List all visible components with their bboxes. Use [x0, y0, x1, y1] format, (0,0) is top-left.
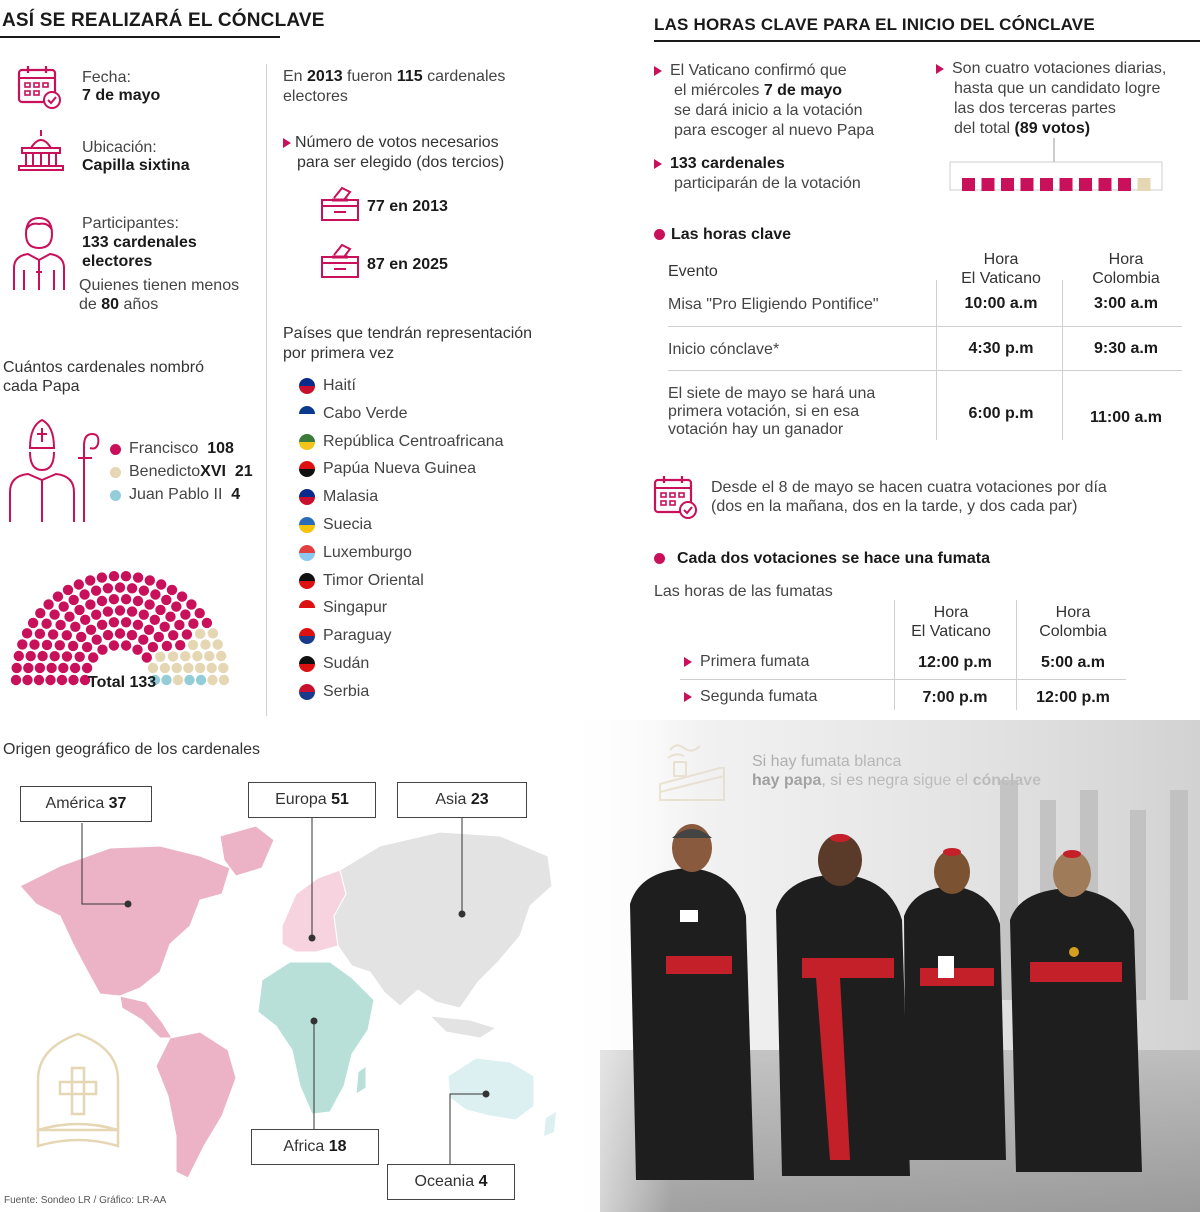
legend-dot-juan-pablo — [110, 490, 121, 501]
seat-dot — [200, 639, 210, 649]
country-name: Sudán — [323, 655, 370, 672]
bullet-triangle-icon — [283, 138, 291, 148]
row-3-evento: El siete de mayo se hará una primera votación, si en esa votación hay un ganador — [668, 385, 876, 438]
right-title-rule — [654, 40, 1200, 42]
seat-dot — [121, 571, 131, 581]
flag-icon — [299, 656, 315, 672]
seat-dot — [22, 628, 32, 638]
countries-title-2: por primera vez — [283, 345, 395, 362]
vote-square — [1138, 178, 1151, 191]
seat-dot — [55, 620, 65, 630]
votes-line-1: Número de votos necesarios — [283, 133, 499, 153]
row-1-vaticano: 10:00 a.m — [964, 295, 1038, 312]
seat-dot — [82, 663, 92, 673]
country-name: Timor Oriental — [323, 571, 424, 589]
seat-dot — [57, 675, 67, 685]
country-item — [299, 542, 412, 564]
seat-dot — [91, 610, 101, 620]
seat-dot — [144, 599, 154, 609]
seat-dot — [23, 663, 33, 673]
seat-dot — [148, 663, 158, 673]
votes-2013: 77 en 2013 — [367, 198, 448, 215]
seat-dot — [103, 606, 113, 616]
row-2-colombia: 9:30 a.m — [1093, 340, 1159, 357]
seat-dot — [156, 579, 166, 589]
vote-square — [1060, 178, 1073, 191]
seat-dot — [55, 640, 65, 650]
seat-dot — [45, 675, 55, 685]
seat-dot — [162, 641, 172, 651]
votes-line-2: para ser elegido (dos tercios) — [297, 154, 505, 171]
seat-dot — [79, 589, 89, 599]
bullet-triangle-icon — [684, 657, 692, 667]
fecha-label: Fecha: — [82, 69, 131, 86]
intro-line-2: electores — [283, 88, 348, 105]
row-divider — [668, 370, 1182, 371]
seat-dot — [12, 663, 22, 673]
seat-dot — [109, 640, 119, 650]
flag-icon — [299, 461, 315, 477]
fumata-1-name: Primera fumata — [684, 652, 809, 672]
seat-dot — [91, 586, 101, 596]
bullet-dot-icon — [654, 553, 665, 564]
seat-dot — [58, 663, 68, 673]
seat-dot — [195, 663, 205, 673]
seat-dot — [74, 579, 84, 589]
seat-dot — [155, 605, 165, 615]
vote-square — [982, 178, 995, 191]
fumata-title: Cada dos votaciones se hace una fumata — [654, 550, 990, 568]
seat-dot — [160, 663, 170, 673]
pope-icon — [6, 418, 102, 524]
flag-icon — [299, 489, 315, 505]
seat-dot — [177, 591, 187, 601]
participantes-value-2: electores — [82, 253, 153, 270]
flag-icon — [299, 573, 315, 589]
seat-dot — [109, 617, 119, 627]
hemicycle-chart — [8, 540, 248, 690]
seat-dot — [173, 675, 183, 685]
calendar-icon — [652, 474, 698, 520]
bullet-dot-icon — [654, 229, 665, 240]
seat-dot — [49, 609, 59, 619]
source-note: Fuente: Sondeo LR / Gráfico: LR-AA — [4, 1195, 167, 1206]
seat-dot — [29, 639, 39, 649]
country-item — [299, 570, 424, 592]
seat-dot — [75, 652, 85, 662]
seat-dot — [121, 640, 131, 650]
seat-dot — [213, 639, 223, 649]
seat-dot — [59, 601, 69, 611]
seat-dot — [103, 583, 113, 593]
seat-dot — [85, 575, 95, 585]
flag-icon — [299, 628, 315, 644]
seat-dot — [167, 585, 177, 595]
seat-dot — [148, 642, 158, 652]
seat-dot — [41, 619, 51, 629]
vote-square — [1001, 178, 1014, 191]
seat-dot — [121, 594, 131, 604]
seat-dot — [63, 585, 73, 595]
column-divider — [266, 64, 267, 716]
country-item — [299, 403, 408, 425]
country-name: Suecia — [323, 516, 372, 533]
seat-dot — [175, 640, 185, 650]
papas-title-2: cada Papa — [3, 378, 80, 395]
seat-dot — [174, 620, 184, 630]
seat-dot — [35, 629, 45, 639]
ubicacion-value: Capilla sixtina — [82, 157, 190, 174]
countries-title-1: Países que tendrán representación — [283, 325, 533, 342]
seat-dot — [172, 663, 182, 673]
seat-dot — [115, 628, 125, 638]
flag-icon — [299, 545, 315, 561]
label-africa: Africa 18 — [251, 1129, 379, 1165]
country-name: Cabo Verde — [323, 404, 408, 422]
col-evento: Evento — [668, 263, 718, 280]
fumata-col-vaticano: Hora El Vaticano — [911, 604, 991, 640]
cardinal-person-icon — [10, 212, 68, 294]
seat-dot — [109, 571, 119, 581]
ballot-box-icon — [320, 243, 360, 279]
seat-dot — [161, 595, 171, 605]
seat-dot — [127, 630, 137, 640]
nota: Desde el 8 de mayo se hacen cuatra votaciones por día (dos en la mañana, dos en la tarde, y dos cada par) — [711, 479, 1107, 515]
cardinals-photo — [540, 720, 1200, 1212]
seat-dot — [35, 663, 45, 673]
row-divider — [668, 326, 1182, 327]
country-name: Malasia — [323, 488, 379, 506]
seat-dot — [139, 586, 149, 596]
seat-dot — [70, 622, 80, 632]
seat-dot — [168, 630, 178, 640]
country-name: República Centroafricana — [323, 432, 504, 450]
participantes-note-2: de 80 años — [79, 296, 159, 313]
seat-dot — [216, 651, 226, 661]
legend-benedicto: Benedicto XVI 21 — [110, 463, 253, 481]
label-asia: Asia 23 — [397, 782, 527, 818]
row-2-evento: Inicio cónclave* — [668, 341, 780, 358]
ubicacion-label: Ubicación: — [82, 139, 157, 156]
flag-icon — [299, 517, 315, 533]
seat-dot — [48, 629, 58, 639]
legend-dot-benedicto — [110, 467, 121, 478]
country-name: Singapur — [323, 599, 388, 617]
seat-dot — [97, 596, 107, 606]
country-name: Haití — [323, 377, 356, 394]
seat-dot — [184, 675, 194, 685]
seat-dot — [69, 595, 79, 605]
seat-dot — [180, 651, 190, 661]
country-item — [299, 375, 356, 397]
seat-dot — [64, 612, 74, 622]
legend-juan-pablo: Juan Pablo II 4 — [110, 486, 240, 504]
legend-francisco: Francisco 108 — [110, 440, 234, 458]
seat-dot — [43, 599, 53, 609]
seat-dot — [207, 675, 217, 685]
seat-dot — [138, 635, 148, 645]
row-3-colombia: 11:00 a.m — [1089, 409, 1163, 426]
seat-dot — [80, 615, 90, 625]
fecha-value: 7 de mayo — [82, 87, 161, 104]
basilica-icon — [16, 128, 66, 172]
map-title: Origen geográfico de los cardenales — [3, 741, 261, 758]
seat-dot — [196, 675, 206, 685]
legend-dot-francisco — [110, 444, 121, 455]
country-name: Paraguay — [323, 627, 392, 645]
flag-icon — [299, 600, 315, 616]
seat-dot — [121, 617, 131, 627]
col-colombia: Hora Colombia — [1092, 251, 1160, 287]
seat-dot — [37, 651, 47, 661]
seat-dot — [97, 645, 107, 655]
seat-dot — [28, 618, 38, 628]
seat-dot — [88, 652, 98, 662]
seat-dot — [188, 619, 198, 629]
label-oceania: Oceania 4 — [387, 1164, 515, 1200]
seat-dot — [195, 629, 205, 639]
participantes-note-1: Quienes tienen menos — [79, 277, 240, 294]
country-item — [299, 514, 372, 536]
country-item — [299, 653, 369, 675]
bullet-triangle-icon — [654, 66, 662, 76]
seat-dot — [155, 652, 165, 662]
fumata-1-vaticano: 12:00 p.m — [918, 654, 992, 671]
seat-dot — [168, 651, 178, 661]
seat-dot — [92, 635, 102, 645]
seat-dot — [188, 640, 198, 650]
seat-dot — [171, 601, 181, 611]
seat-dot — [133, 620, 143, 630]
seat-dot — [161, 675, 171, 685]
seat-dot — [22, 675, 32, 685]
fumata-1-colombia: 5:00 a.m — [1040, 654, 1106, 671]
seat-dot — [218, 663, 228, 673]
seat-dot — [97, 572, 107, 582]
seat-dot — [183, 663, 193, 673]
ballot-box-icon — [320, 186, 360, 222]
row-divider — [680, 679, 1126, 680]
total-label: Total 133 — [88, 674, 157, 691]
label-america: América 37 — [20, 786, 152, 822]
seat-dot — [150, 615, 160, 625]
seat-dot — [14, 651, 24, 661]
seat-dot — [133, 596, 143, 606]
fumata-subtitle: Las horas de las fumatas — [654, 583, 833, 600]
seat-dot — [115, 582, 125, 592]
seat-dot — [17, 639, 27, 649]
seat-dot — [127, 583, 137, 593]
country-name: Papúa Nueva Guinea — [323, 460, 476, 478]
seat-dot — [144, 625, 154, 635]
seat-dot — [127, 606, 137, 616]
seat-dot — [142, 652, 152, 662]
votes-needed-bar — [948, 138, 1168, 194]
seat-dot — [145, 575, 155, 585]
seat-dot — [207, 663, 217, 673]
vote-square — [1079, 178, 1092, 191]
seat-dot — [115, 605, 125, 615]
seat-dot — [53, 591, 63, 601]
table-divider — [1062, 280, 1063, 440]
flag-icon — [299, 684, 315, 700]
country-item — [299, 681, 369, 703]
country-item — [299, 431, 504, 453]
seat-dot — [42, 640, 52, 650]
fumata-col-colombia: Hora Colombia — [1039, 604, 1107, 640]
country-item — [299, 597, 387, 619]
country-item — [299, 458, 476, 480]
seat-dot — [26, 651, 36, 661]
seat-dot — [82, 642, 92, 652]
participantes-label: Participantes: — [82, 215, 179, 232]
seat-dot — [160, 622, 170, 632]
calendar-icon — [16, 64, 62, 110]
papas-title-1: Cuántos cardenales nombró — [3, 359, 205, 376]
seat-dot — [50, 651, 60, 661]
seat-dot — [11, 675, 21, 685]
seat-dot — [68, 641, 78, 651]
table-divider — [936, 280, 937, 440]
seat-dot — [62, 651, 72, 661]
fumata-2-name: Segunda fumata — [684, 687, 817, 707]
seat-dot — [109, 594, 119, 604]
flag-icon — [299, 378, 315, 394]
row-2-vaticano: 4:30 p.m — [968, 340, 1034, 357]
bullet-triangle-icon — [684, 692, 692, 702]
country-name: Serbia — [323, 682, 370, 700]
title-rule — [0, 36, 280, 38]
vote-square — [962, 178, 975, 191]
row-1-colombia: 3:00 a.m — [1093, 295, 1159, 312]
seat-dot — [219, 675, 229, 685]
seat-dot — [150, 589, 160, 599]
seat-dot — [97, 620, 107, 630]
seat-dot — [34, 675, 44, 685]
seat-dot — [208, 628, 218, 638]
seat-dot — [192, 651, 202, 661]
seat-dot — [132, 645, 142, 655]
bullet-triangle-icon — [654, 159, 662, 169]
vote-square — [1021, 178, 1034, 191]
seat-dot — [195, 608, 205, 618]
seat-dot — [180, 609, 190, 619]
bullet-triangle-icon — [936, 64, 944, 74]
main-title: ASÍ SE REALIZARÁ EL CÓNCLAVE — [2, 10, 325, 31]
mitre-icon — [30, 1030, 126, 1150]
vote-square — [1118, 178, 1131, 191]
seat-dot — [76, 632, 86, 642]
fumata-2-vaticano: 7:00 p.m — [922, 689, 988, 706]
right-title: LAS HORAS CLAVE PARA EL INICIO DEL CÓNCLAVE — [654, 15, 1095, 34]
fumata-2-colombia: 12:00 p.m — [1036, 689, 1110, 706]
horas-title: Las horas clave — [654, 226, 791, 244]
seat-dot — [68, 675, 78, 685]
bullet-2: 133 cardenales participarán de la votación — [654, 154, 861, 194]
seat-dot — [70, 663, 80, 673]
bullet-1: El Vaticano confirmó que el miércoles 7 de mayo se dará inicio a la votación para escoger al nuevo Papa — [654, 61, 874, 141]
seat-dot — [186, 599, 196, 609]
seat-dot — [204, 651, 214, 661]
label-europa: Europa 51 — [248, 782, 376, 818]
vote-square — [1099, 178, 1112, 191]
seat-dot — [35, 608, 45, 618]
seat-dot — [86, 625, 96, 635]
seat-dot — [62, 630, 72, 640]
votes-2025: 87 en 2025 — [367, 256, 448, 273]
row-3-vaticano: 6:00 p.m — [968, 405, 1034, 422]
seat-dot — [182, 629, 192, 639]
seat-dot — [154, 632, 164, 642]
row-1-evento: Misa "Pro Eligiendo Pontifice" — [668, 296, 879, 313]
flag-icon — [299, 406, 315, 422]
country-name: Luxemburgo — [323, 543, 412, 561]
seat-dot — [133, 572, 143, 582]
bullet-3: Son cuatro votaciones diarias, hasta que un candidato logre las dos terceras partes del total (89 votos) — [936, 59, 1166, 139]
seat-dot — [165, 612, 175, 622]
seat-dot — [103, 630, 113, 640]
country-item — [299, 486, 378, 508]
vote-square — [1040, 178, 1053, 191]
intro-line-1: En 2013 fueron 115 cardenales — [283, 68, 506, 85]
seat-dot — [85, 599, 95, 609]
flag-icon — [299, 434, 315, 450]
seat-dot — [74, 605, 84, 615]
participantes-value-1: 133 cardenales — [82, 234, 197, 251]
seat-dot — [139, 610, 149, 620]
country-item — [299, 625, 392, 647]
seat-dot — [46, 663, 56, 673]
seat-dot — [202, 618, 212, 628]
col-vaticano: Hora El Vaticano — [961, 251, 1041, 287]
